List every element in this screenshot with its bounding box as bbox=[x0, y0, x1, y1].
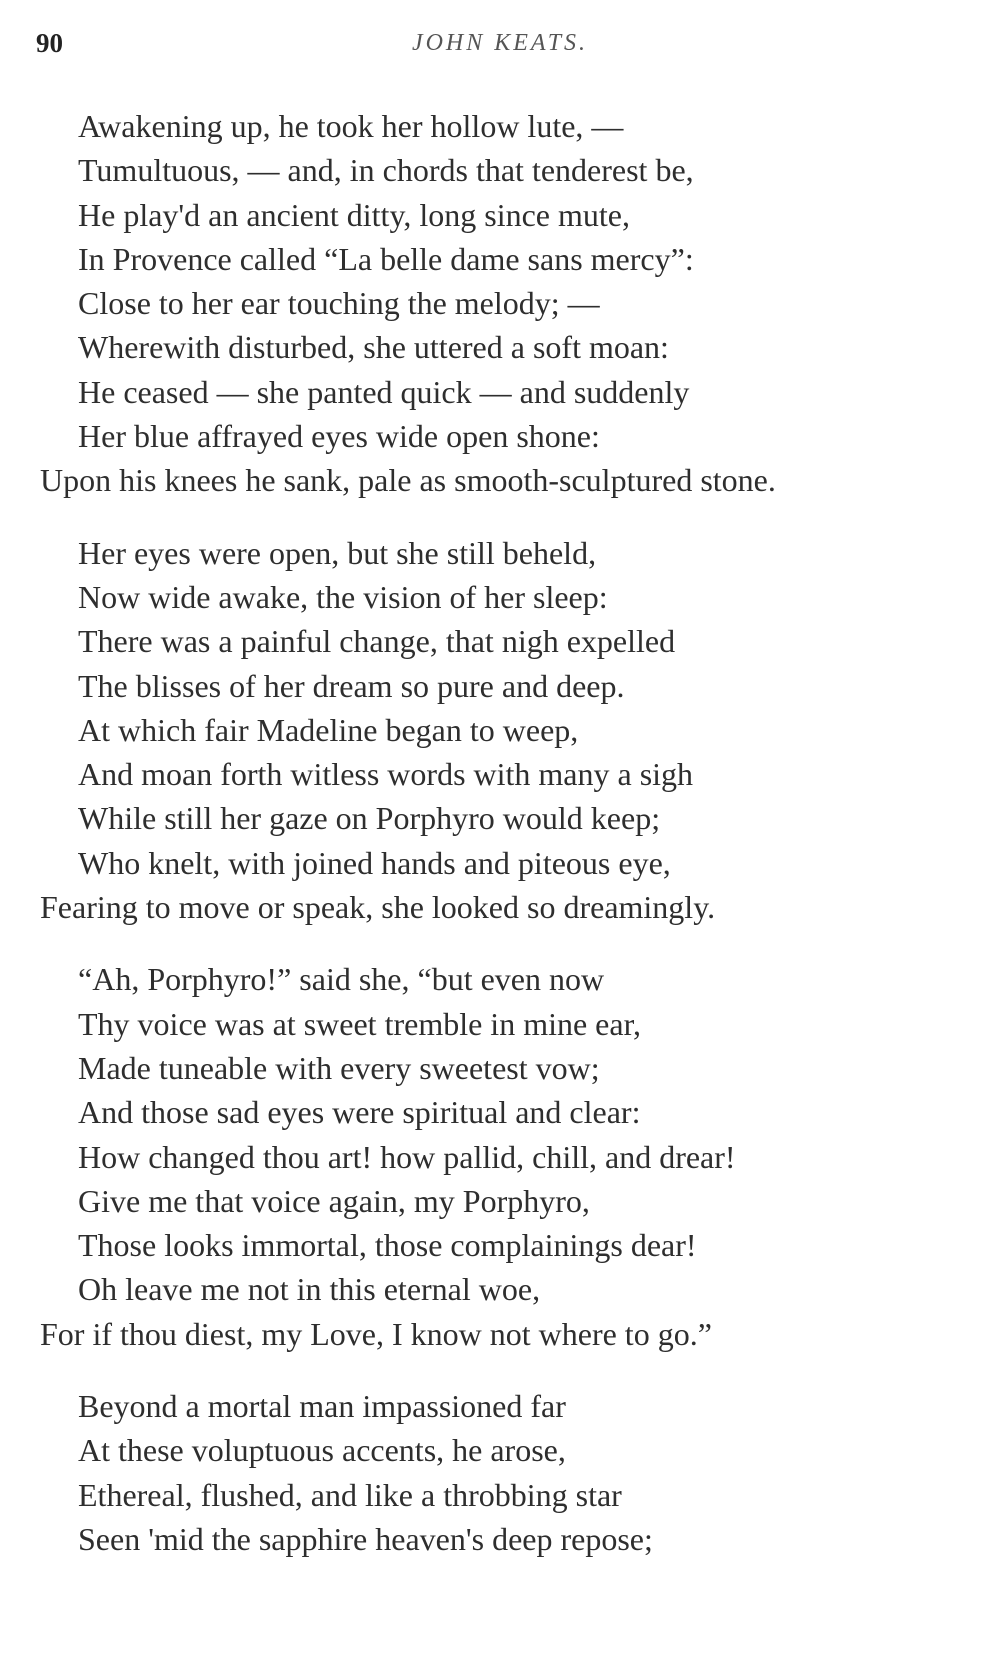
poem-line: Made tuneable with every sweetest vow; bbox=[78, 1049, 600, 1086]
poem-line: Tumultuous, — and, in chords that tenderest be, bbox=[78, 152, 694, 189]
poem-line: He ceased — she panted quick — and suddenly bbox=[78, 373, 690, 410]
running-head: JOHN KEATS. bbox=[411, 30, 589, 56]
poem-line: Now wide awake, the vision of her sleep: bbox=[78, 578, 608, 615]
poem-line: At which fair Madeline began to weep, bbox=[78, 711, 579, 748]
poem-line: How changed thou art! how pallid, chill, and drear! bbox=[78, 1138, 736, 1175]
poem-line-alexandrine: Fearing to move or speak, she looked so dreamingly. bbox=[40, 889, 716, 926]
poem-line: Close to her ear touching the melody; — bbox=[78, 285, 600, 322]
poem-line: Wherewith disturbed, she uttered a soft moan: bbox=[78, 329, 669, 366]
poem-line: There was a painful change, that nigh expelled bbox=[78, 623, 676, 660]
page-number: 90 bbox=[36, 28, 63, 58]
poem-line: Awakening up, he took her hollow lute, — bbox=[78, 108, 624, 144]
poem-line: Oh leave me not in this eternal woe, bbox=[78, 1271, 541, 1308]
poem-line-alexandrine: For if thou diest, my Love, I know not where to go.” bbox=[40, 1315, 712, 1352]
stanza bbox=[40, 104, 970, 503]
poem-line: Seen 'mid the sapphire heaven's deep repose; bbox=[78, 1520, 653, 1557]
poem-line: Those looks immortal, those complainings dear! bbox=[78, 1227, 697, 1264]
stanza bbox=[40, 531, 970, 930]
poem-line: The blisses of her dream so pure and deep. bbox=[78, 667, 625, 704]
poem-line-alexandrine: Upon his knees he sank, pale as smooth-sculptured stone. bbox=[40, 462, 776, 499]
poem-line: Thy voice was at sweet tremble in mine ear, bbox=[78, 1005, 641, 1042]
poem-line: In Provence called “La belle dame sans mercy”: bbox=[78, 240, 694, 277]
poem-line: Ethereal, flushed, and like a throbbing star bbox=[78, 1476, 622, 1513]
stanza bbox=[40, 1384, 970, 1561]
poem-body bbox=[40, 104, 970, 1589]
poem-line: “Ah, Porphyro!” said she, “but even now bbox=[78, 961, 605, 998]
poem-line: He play'd an ancient ditty, long since mute, bbox=[78, 196, 630, 233]
poem-line: And those sad eyes were spiritual and clear: bbox=[78, 1094, 641, 1131]
stanza bbox=[40, 957, 970, 1356]
poem-line: Give me that voice again, my Porphyro, bbox=[78, 1182, 590, 1219]
poem-line: Her blue affrayed eyes wide open shone: bbox=[78, 418, 600, 455]
poem-line: Who knelt, with joined hands and piteous eye, bbox=[78, 844, 671, 881]
poem-line: While still her gaze on Porphyro would keep; bbox=[78, 800, 661, 837]
page-header bbox=[36, 28, 964, 68]
poem-line: Her eyes were open, but she still beheld, bbox=[78, 534, 597, 571]
poem-line: And moan forth witless words with many a sigh bbox=[78, 756, 694, 793]
poem-line: At these voluptuous accents, he arose, bbox=[78, 1432, 566, 1469]
poem-line: Beyond a mortal man impassioned far bbox=[78, 1388, 566, 1425]
